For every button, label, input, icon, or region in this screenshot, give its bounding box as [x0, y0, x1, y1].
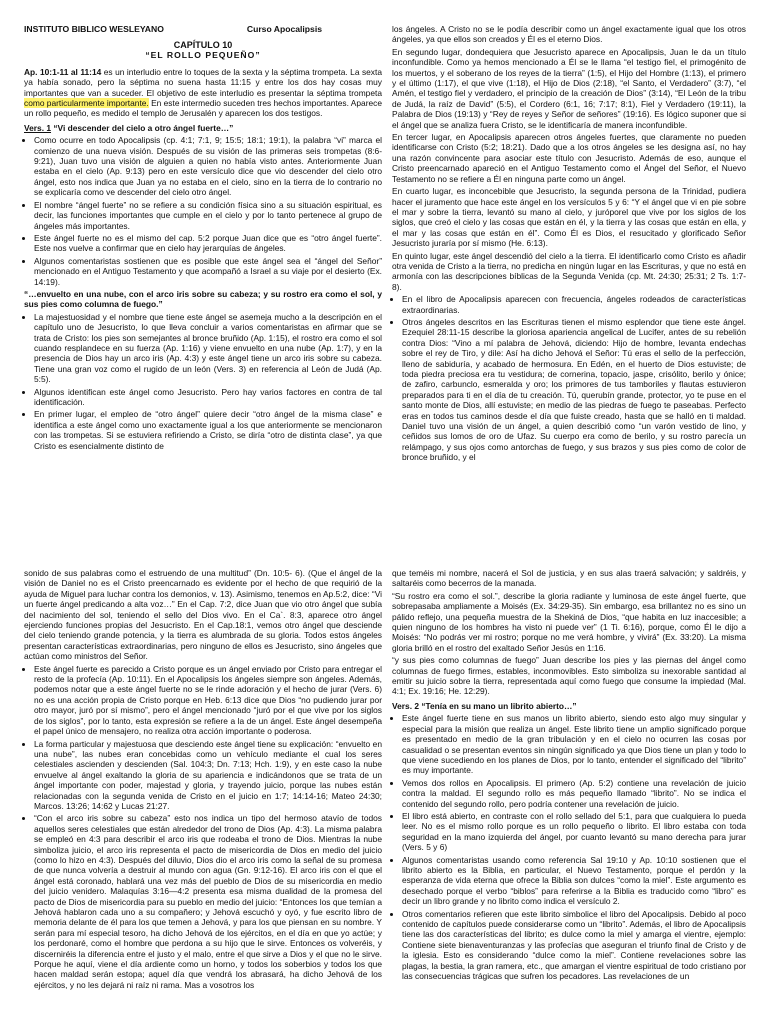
paragraph: En segundo lugar, dondequiera que Jesucristo aparece en Apocalipsis, Juan le da un título inconfundible. Como ya hemos mencionado a Él se le llama “el testigo fiel, el primogénito de los muertos, y el soberano de los reyes de la tierra” (1:5), el Hijo del Hombre (1:13), el primero y el último (1:17), el que vive (1:18), el Hijo de Dios (2:18), “el Santo, el Verdadero” (3:7), “el Amén, el testigo fiel y verdadero, el principio de la creación de Dios” (3:14), “El León de la tribu de Judá, la raíz de David” (5:5), el Cordero (6:1, 16; 7:17; 8:1), Fiel y Verdadero (19:11), la Palabra de Dios (19:13) y “Rey de reyes y Señor de señores” (19:16). Es lógico suponer que si el ángel que se analiza fuera Cristo, se le identificaría de manera inconfundible.: [392, 46, 746, 130]
list-item: • Otros ángeles descritos en las Escrituras tienen el mismo esplendor que tiene este ángel. Ezequiel 28:11-15 describe la gloriosa apariencia angelical de Lucifer, antes de su rebelión contra Dios: “Vino a mí palabra de Jehová, diciendo: Hijo de hombre, levanta endechas sobre el rey de Tiro, y dile: Así ha dicho Jehová el Señor: Tú eras el sello de la perfección, lleno de sabiduría, y acabado de hermosura. En Edén, en el huerto de Dios estuviste; de toda piedra preciosa era tu vestidura; de cornerina, topacio, jaspe, crisólito, berilo y ónice; de zafiro, carbunclo, esmeralda y oro; los primores de tus tamboriles y flautas estuvieron preparados para ti en el día de tu creación. Tú, querubín grande, protector, yo te puse en el santo monte de Dios, allí estuviste; en medio de las piedras de fuego te paseabas. Perfecto eras en todos tus caminos desde el día que fuiste creado, hasta que se halló en ti maldad. Daniel tuvo una visión de un ángel, a quien describió como “un varón vestido de lino, y ceñidos sus lomos de oro de Ufaz. Su cuerpo era como de berilo, y su rostro parecía un relámpago, y sus ojos como antorchas de fuego, y sus brazos y sus pies como de color de bronce bruñido, y el: [402, 317, 746, 463]
list-item: • Algunos comentaristas usando como referencia Sal 19:10 y Ap. 10:10 sostienen que el librito abierto es la Biblia, en particular, el Nuevo Testamento, porque el perdón y la esperanza de vida eterna que ofrece la Biblia son dulces “como la miel”. Este argumento es desechado porque el verbo “biblos” para referirse a la Biblia es traducido como “libro” es decir un libro grande y no librito como indica el versículo 2.: [402, 855, 746, 907]
list-item: • En el libro de Apocalipsis aparecen con frecuencia, ángeles rodeados de características extraordinarias.: [402, 294, 746, 315]
verse-1-list-b: [24, 312, 382, 451]
page-header: [24, 24, 382, 34]
paragraph: que teméis mi nombre, nacerá el Sol de justicia, y en sus alas traerá salvación; y saldréis, y saltaréis como becerros de la manada.: [392, 568, 746, 589]
verse-2-list: [392, 713, 746, 981]
paragraph: En cuarto lugar, es inconcebible que Jesucristo, la segunda persona de la Trinidad, pudiera hacer el juramento que hace este ángel en los versículos 5 y 6: “Y el ángel que vi en pie sobre el mar y sobre la tierra, levantó su mano al cielo, y juróporel que vive por los siglos de los siglos, que creó el cielo y las cosas que están en él, y la tierra y las cosas que están en ella, y el mar y las cosas que están en él”. Como Él es Dios, el resucitado y glorificado Señor Jesucristo juraría por sí mismo (He. 6:13).: [392, 186, 746, 249]
page-gap: [0, 512, 768, 556]
angels-list: [392, 294, 746, 463]
paragraph: En quinto lugar, este ángel descendió del cielo a la tierra. El identificarlo como Cristo es añadir otra venida de Cristo a la tierra, no predicha en ningún lugar en las Escrituras, y que no está en armonía con las descripciones bíblicas de la Segunda Venida (cp. Mt. 24:30; 25:31; 2 Ts. 1:7-8).: [392, 250, 746, 292]
left-column: [24, 568, 382, 992]
list-item: • Otros comentarios refieren que este librito simbolice el libro del Apocalipsis. Debido al poco contenido de capítulos puede considerarse como un “librito”. Además, el libro de Apocalipsis tiene las dos características del librito; es dulce como la miel y amarga el vientre, ejemplo: Contiene siete bienaventuranzas y las profecías que aseguran el triunfo final de Cristo y de la iglesia. Esto es considerando “dulce como la miel”. Contiene revelaciones sobre las plagas, la bestia, la gran ramera, etc., que amargan el vientre espiritual de todo cristiano por las consecuencias trágicas que sufren los pecadores. Las revelaciones de un: [402, 909, 746, 982]
paragraph: “y sus pies como columnas de fuego” Juan describe los pies y las piernas del ángel como columnas de fuego firmes, estables, inconmovibles. Esto simboliza su inexorable santidad al emitir su juicio sobre la tierra, representada aquí como fuego que consume la impiedad (Mal. 4:1; Ex. 19:16; He. 12:29).: [392, 655, 746, 697]
bottom-left-list: [24, 664, 382, 991]
list-item: • Este ángel fuerte no es el mismo del cap. 5:2 porque Juan dice que es “otro ángel fuerte”. Este nos vuelve a confirmar que en cielo hay jerarquías de ángeles.: [34, 233, 382, 254]
paragraph: En tercer lugar, en Apocalipsis aparecen otros ángeles fuertes, que claramente no pueden identificarse con Cristo (5:2; 18:21). Dado que a los otros ángeles se les designa así, no hay una razón convincente para asociar este título con Jesucristo. Además de eso, aunque el Cristo preencarnado apareció en el Antiguo Testamento como el Ángel del Señor, el Nuevo Testamento no se refiere a Él en ninguna parte como un ángel.: [392, 132, 746, 184]
intro-paragraph: [24, 67, 382, 119]
chapter-number: CAPÍTULO 10: [173, 40, 233, 51]
list-item: • Como ocurre en todo Apocalipsis (cp. 4:1; 7:1, 9; 15:5; 18:1; 19:1), la palabra “vi” marca el comienzo de una nueva visión. Después de su visión de las primeras seis trompetas (8:6-9:21), Juan tuvo una visión de alguien a quien no había visto antes. Anteriormente Juan estaba en el cielo (Ap. 9:13) pero en este versículo dice que vio descender del cielo otro ángel, esto nos indica que Juan ya no estaba en el cielo, sino en la tierra de lo contrario no se explicaría como ve descender del cielo otro ángel.: [34, 135, 382, 197]
course-name: Curso Apocalipsis: [246, 24, 322, 34]
list-item: • Vemos dos rollos en Apocalipsis. El primero (Ap. 5:2) contiene una revelación de juicio contra la maldad. El segundo rollo es más pequeño llamado “librito”. No se indica el contenido del segundo rollo, pero podría contener una revelación de juicio.: [402, 778, 746, 809]
left-column: [24, 24, 382, 453]
list-item: • El libro está abierto, en contraste con el rollo sellado del 5:1, para que cualquiera lo pueda leer. No es el mismo rollo porque es un rollo pequeño o librito. El libro estaba con toda seguridad en la mano izquierda del ángel, por cuanto levantó su mano derecha para jurar (Vers. 5 y 6): [402, 811, 746, 853]
list-item: • “Con el arco iris sobre su cabeza” esto nos indica un tipo del hermoso atavío de todos aquellos seres celestiales que están alrededor del trono de Dios (Ap. 4:3). La misma palabra se empleó en 4:3 para describir el arco iris que rodeaba el trono de Dios. Mientras la nube simboliza juicio, el arco iris representa el pacto de misericordia de Dios en medio del juicio (como lo hizo en 4:3). Después del diluvio, Dios dio el arco iris como la señal de su promesa de que nunca volvería a destruir al mundo con agua (Gn. 9:12-16). El arco iris con el que el ángel está coronado, hablará una vez más del pueblo de Dios de su misericordia en medio del juicio venidero. Malaquías 3:16—4:2 presenta esa misma dualidad de la promesa del pacto de Dios de misericordia para su pueblo en medio del juicio: “Entonces los que temían a Jehová hablaron cada uno a su compañero; y Jehová escuchó y oyó, y fue escrito libro de memoria delante de él para los que temen a Jehová, y para los que piensan en su nombre. Y serán para mí especial tesoro, ha dicho Jehová de los ejércitos, en el día en que yo actúe; y los perdonaré, como el hombre que perdona a su hijo que le sirve. Entonces os volveréis, y discerniréis la diferencia entre el justo y el malo, entre el que sirve a Dios y el que no le sirve. Porque he aquí, viene el día ardiente como un horno, y todos los soberbios y todos los que hacen maldad serán estopa; aquel día que vendrá los abrasará, ha dicho Jehová de los ejércitos, y no les dejará ni raíz ni rama. Mas a vosotros los: [34, 813, 382, 990]
list-item: • La forma particular y majestuosa que desciendo este ángel tiene su explicación: “envuelto en una nube”, las nubes eran concebidas como un vehículo mediante el cual los seres celestiales ascienden y descienden (Sal. 104:3; Dn. 7:13; Hch. 1:9), y en este caso la nube envuelve al ángel exaltando la gloria de su apariencia e indicándonos que se trata de un ángel importante con poder, majestad y gloria, y trayendo juicio, porque las nubes están relacionadas con la segunda venida de Cristo en el juicio en 1:7; 14:14-16; Mateo 24:30; Marcos. 13:26; 14:62 y Lucas 21:27.: [34, 739, 382, 812]
verse-2-quote: “Tenía en su mano un librito abierto…”: [419, 700, 577, 711]
list-item: • La majestuosidad y el nombre que tiene este ángel se asemeja mucho a la descripción en el capítulo uno de Jesucristo, lo que lleva concluir a varios comentaristas en afirmar que se trata de Cristo: los pies son semejantes al bronce bruñido (Ap. 1:15), el rostro era como el sol cuando resplandece en su fuerza (Ap. 1:16) y viene envuelto en una nube (Ap. 1:7), y en la presencia de Dios hay un arco iris (Ap. 4:3) y este ángel tiene un arco iris sobre su cabeza. Tiene una gran voz como el rugido de un león (Vers. 3) en referencia al León de Judá (Ap. 5:5).: [34, 312, 382, 385]
verse-1-label: Vers. 1: [24, 122, 52, 133]
list-item: • Este ángel fuerte es parecido a Cristo porque es un ángel enviado por Cristo para entregar el resto de la profecía (Ap. 10:11). En el Apocalipsis los ángeles siempre son ángeles. Además, podemos notar que a este ángel fuerte no se le rinde adoración y el hecho de jurar (Vers. 6) no es una acción propia de Cristo porque en Heb. 6:13 dice que Dios “no pudiendo jurar por otro mayor, juró por sí mismo”, pero el ángel mencionado “juró por el que vive por los siglos de los siglos”, por lo tanto, esta expresión se refiere a la de un ángel. Este ángel desempeña el papel único de mensajero, no realiza otra acción importante o poderosa.: [34, 664, 382, 737]
verse-2-heading: [392, 701, 746, 711]
intro-ref: Ap. 10:1-11 al 11:14: [24, 66, 102, 77]
list-item: • Algunos identifican este ángel como Jesucristo. Pero hay varios factores en contra de tal identificación.: [34, 387, 382, 408]
list-item: • Algunos comentaristas sostienen que es posible que este ángel sea el “ángel del Señor” mencionado en el Antiguo Testamento y que acompañó a Israel a su viaje por el desierto (Ex. 14:19).: [34, 256, 382, 287]
intro-text-a: es un interludio entre lo toques de la sexta y la séptima trompeta. La sexta ya había sonado, pero la séptima no suena hasta 11:15 y entre los dos hay cosas muy importantes que van a suceder. El objetivo de este interludio es presentar la séptima trompeta: [24, 66, 382, 98]
verse-1-list: [24, 135, 382, 287]
verse-1-quote: “Vi descender del cielo a otro ángel fuerte…”: [51, 122, 234, 133]
list-item: • Este ángel fuerte tiene en sus manos un librito abierto, siendo esto algo muy singular y especial para la misión que realiza un ángel. Este librito tiene un amplio significado porque es presentado en medio de la gran tribulación y en el cielo no ocurren las cosas por casualidad o se presentan eventos sin ningún significado ya que Dios tiene un plan y todo lo que viene sucediendo en los planes de Dios, por lo tanto, entender el significado del “librito” es muy importante.: [402, 713, 746, 775]
intro-text-b: En este intermedio suceden tres hechos importantes. Aparece un rollo pequeño, es medido el templo de Jerusalén y aparecen los dos testigos.: [24, 98, 382, 119]
document-page-bottom: [0, 556, 768, 1024]
institute-name: INSTITUTO BIBLICO WESLEYANO: [24, 24, 164, 34]
paragraph: “Su rostro era como el sol.”, describe la gloria radiante y luminosa de este ángel fuerte, que sobrepasaba ampliamente a Moisés (Ex. 34:29-35). Sin embargo, esa brillantez no es sino un pálido reflejo, una pequeña muestra de la Shekiná de Dios, “que habita en luz inaccesible; a quien ninguno de los hombres ha visto ni puede ver” (1 Ti. 6:16), porque, como Él le dijo a Moisés: “No podrás ver mi rostro; porque no me verá hombre, y vivirá” (Ex. 33:20). La misma gloria brilló en el rostro del exaltado Señor Jesús en 1:16.: [392, 590, 746, 653]
right-column: [392, 568, 746, 983]
paragraph: los ángeles. A Cristo no se le podía describir como un ángel exactamente igual que los otros ángeles, ya que ellos son creados y Él es el eterno Dios.: [392, 24, 746, 45]
paragraph: sonido de sus palabras como el estruendo de una multitud” (Dn. 10:5- 6). (Que el ángel de la visión de Daniel no es el Cristo preencarnado es evidente por el hecho de que requirió de la ayuda de Miguel para luchar contra los demonios, v. 13). Asimismo, tenemos en Ap.5:2, dice: “Vi un fuerte ángel predicando a alta voz…” En el Cap. 7:2, dice Juan que vio otro ángel que subía del nacimiento del sol, teniendo el sello del Dios vivo. En el Ca`. 8:3, aparece otro ángel ejerciendo funciones propias del Jesucristo. En el Cap.18:1, vemos otro ángel que desciende del cielo teniendo grande potencia, y la tierra es alumbrada de su gloria. Todos estos ángeles presentan características extraordinarias, pero ninguno de ellos es Jesucristo, sino ángeles que actúan como ministros del Señor.: [24, 568, 382, 662]
verse-2-label: Vers. 2: [392, 700, 420, 711]
right-column: [392, 24, 746, 465]
list-item: • El nombre “ángel fuerte” no se refiere a su condición física sino a su situación espiritual, es decir, las funciones importantes que cumple en el cielo y por lo tanto pertenece al grupo de ángeles más importantes.: [34, 200, 382, 231]
list-item: • En primer lugar, el empleo de “otro ángel” quiere decir “otro ángel de la misma clase” e identifica a este ángel como uno exactamente igual a los que anteriormente se mencionaron con las trompetas. Si se estuviera refiriendo a Cristo, se diría “otro de distinta clase”, ya que Cristo es esencialmente distinto de: [34, 409, 382, 451]
chapter-title: “EL ROLLO PEQUEÑO”: [145, 50, 261, 61]
verse-1-heading: [24, 123, 382, 133]
cloud-quote: “…envuelto en una nube, con el arco iris sobre su cabeza; y su rostro era como el sol, y sus pies como columna de fuego.”: [24, 288, 382, 310]
highlighted-text: como particularmente importante.: [24, 98, 149, 109]
